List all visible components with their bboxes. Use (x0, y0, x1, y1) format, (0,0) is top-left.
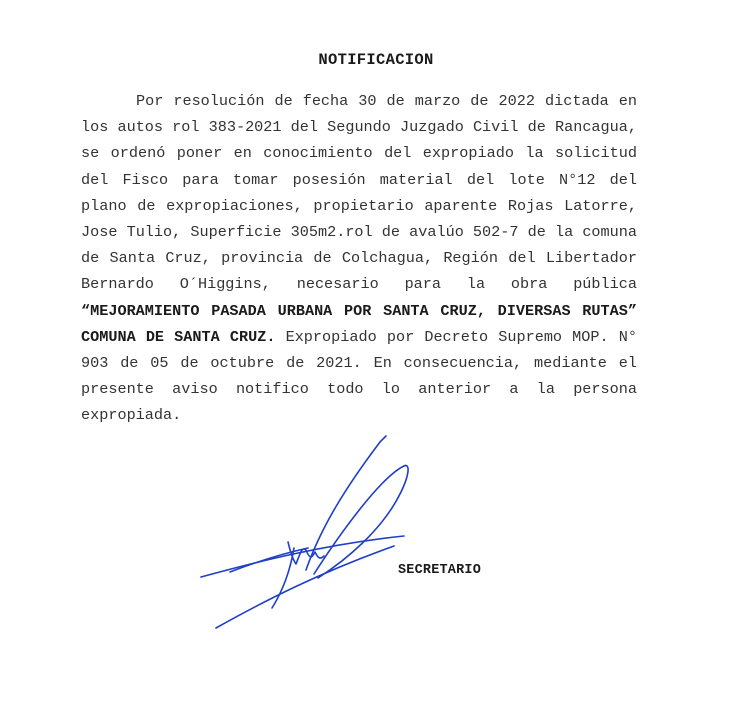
body-text-part2: Expropiado por Decreto Supremo MOP. N° 903 de 05 de octubre de 2021. En consecuencia, mediante el presente aviso notifico todo lo anterior a la persona expropiada. (81, 327, 637, 425)
body-text-part1: Por resolución de fecha 30 de marzo de 2022 dictada en los autos rol 383-2021 del Segundo Juzgado Civil de Rancagua, se ordenó poner en conocimiento del expropiado la solicitud del Fisco para tomar posesión material del lote N°12 del plano de expropiaciones, propietario aparente Rojas Latorre, Jose Tulio, Superficie 305m2.rol de avalúo 502-7 de la comuna de Santa Cruz, provincia de Colchagua, Región del Libertador Bernardo O´Higgins, necesario para la obra pública (81, 92, 637, 294)
document-title: NOTIFICACION (318, 51, 434, 69)
signature-role-label: SECRETARIO (398, 563, 482, 578)
handwritten-signature (196, 432, 416, 637)
notice-body (81, 88, 637, 429)
project-name-bold: “MEJORAMIENTO PASADA URBANA POR SANTA CRUZ, DIVERSAS RUTAS” COMUNA DE SANTA CRUZ. (81, 301, 637, 346)
